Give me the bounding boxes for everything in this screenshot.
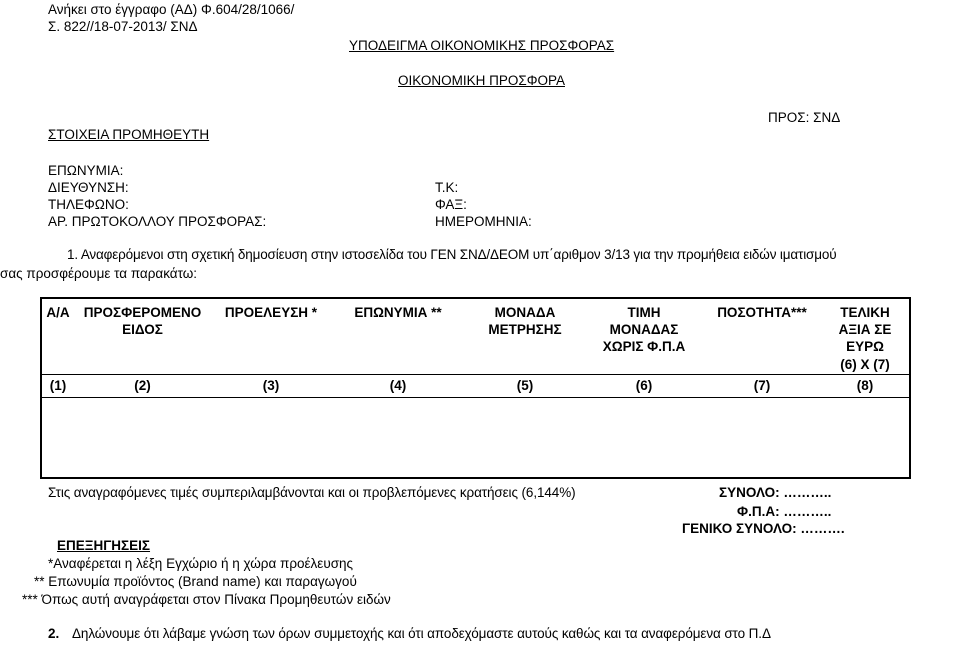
header-price-line-3: ΧΩΡΙΣ Φ.Π.Α (602, 339, 686, 354)
offer-number-field: ΑΡ. ΠΡΩΤΟΚΟΛΛΟΥ ΠΡΟΣΦΟΡΑΣ: (48, 214, 267, 229)
supplier-name-field: ΕΠΩΝΥΜΙΑ: (48, 163, 124, 178)
header-price-line-2: ΜΟΝΑΔΑΣ (609, 322, 679, 337)
explanation-brand: ** Επωνυμία προϊόντος (Brand name) και παραγωγού (34, 574, 357, 589)
header-total-line-1: ΤΕΛΙΚΗ (840, 305, 890, 320)
column-number-1: (1) (49, 378, 67, 393)
document-reference-number: Σ. 822//18-07-2013/ ΣΝΔ (48, 19, 198, 34)
table-header-divider (40, 374, 911, 375)
date-field: ΗΜΕΡΟΜΗΝΙΑ: (435, 214, 532, 229)
explanation-origin: *Αναφέρεται η λέξη Εγχώριο ή η χώρα προέλευσης (48, 556, 354, 571)
column-number-8: (8) (856, 378, 874, 393)
table-border-right (909, 297, 911, 479)
header-quantity: ΠΟΣΟΤΗΤΑ*** (717, 305, 807, 320)
sum-total: ΣΥΝΟΛΟ: ……….. (719, 485, 832, 500)
header-item-line-2: ΕΙΔΟΣ (122, 322, 163, 337)
grand-total: ΓΕΝΙΚΟ ΣΥΝΟΛΟ: ………. (682, 521, 845, 536)
table-border-top (40, 297, 911, 299)
postcode-field: Τ.Κ: (435, 180, 459, 195)
paragraph-1-line-1: 1. Αναφερόμενοι στη σχετική δημοσίευση στην ιστοσελίδα του ΓΕΝ ΣΝΔ/ΔΕΟΜ υπ΄αριθμον 3/13 για την προμήθεια ειδών ιματισμού (67, 247, 837, 262)
column-number-2: (2) (134, 378, 151, 393)
header-item-line-1: ΠΡΟΣΦΕΡΟΜΕΝΟ (83, 305, 202, 320)
paragraph-2-text: Δηλώνουμε ότι λάβαμε γνώση των όρων συμμετοχής και ότι αποδεχόμαστε αυτούς καθώς και τα αναφερόμενα στο Π.Δ (72, 626, 771, 641)
supplier-heading: ΣΤΟΙΧΕΙΑ ΠΡΟΜΗΘΕΥΤΗ (48, 127, 210, 142)
vat-total: Φ.Π.Α: ……….. (737, 504, 832, 519)
header-total-line-4: (6) Χ (7) (840, 357, 890, 372)
column-number-5: (5) (516, 378, 534, 393)
recipient: ΠΡΟΣ: ΣΝΔ (768, 110, 841, 125)
header-total-line-2: ΑΞΙΑ ΣΕ (838, 322, 892, 337)
header-origin: ΠΡΟΕΛΕΥΣΗ * (224, 305, 318, 320)
column-number-7: (7) (753, 378, 771, 393)
explanation-quantity: *** Όπως αυτή αναγράφεται στον Πίνακα Προμηθευτών ειδών (22, 592, 391, 607)
deductions-note: Στις αναγραφόμενες τιμές συμπεριλαμβάνονται και οι προβλεπόμενες κρατήσεις (6,144%) (48, 485, 576, 500)
column-number-6: (6) (635, 378, 653, 393)
table-border-bottom (40, 477, 911, 479)
fax-field: ΦΑΞ: (435, 197, 467, 212)
page-title: ΥΠΟΔΕΙΓΜΑ ΟΙΚΟΝΟΜΙΚΗΣ ΠΡΟΣΦΟΡΑΣ (349, 38, 615, 53)
column-number-4: (4) (389, 378, 407, 393)
paragraph-2-number: 2. (48, 626, 60, 641)
supplier-phone-field: ΤΗΛΕΦΩΝΟ: (48, 197, 129, 212)
page-subtitle: ΟΙΚΟΝΟΜΙΚΗ ΠΡΟΣΦΟΡΑ (398, 73, 565, 88)
header-total-line-3: ΕΥΡΩ (846, 339, 884, 354)
header-price-line-1: ΤΙΜΗ (627, 305, 661, 320)
explanations-heading: ΕΠΕΞΗΓΗΣΕΙΣ (57, 538, 151, 553)
header-unit-line-1: ΜΟΝΑΔΑ (494, 305, 556, 320)
column-number-3: (3) (262, 378, 280, 393)
header-brand: ΕΠΩΝΥΜΙΑ ** (354, 305, 442, 320)
paragraph-1-line-2: σας προσφέρουμε τα παρακάτω: (0, 266, 198, 281)
table-numbers-divider (40, 397, 911, 398)
document-reference: Ανήκει στο έγγραφο (ΑΔ) Φ.604/28/1066/ (48, 2, 295, 17)
header-aa: Α/Α (46, 305, 70, 320)
supplier-address-field: ΔΙΕΥΘΥΝΣΗ: (48, 180, 129, 195)
header-unit-line-2: ΜΕΤΡΗΣΗΣ (488, 322, 562, 337)
